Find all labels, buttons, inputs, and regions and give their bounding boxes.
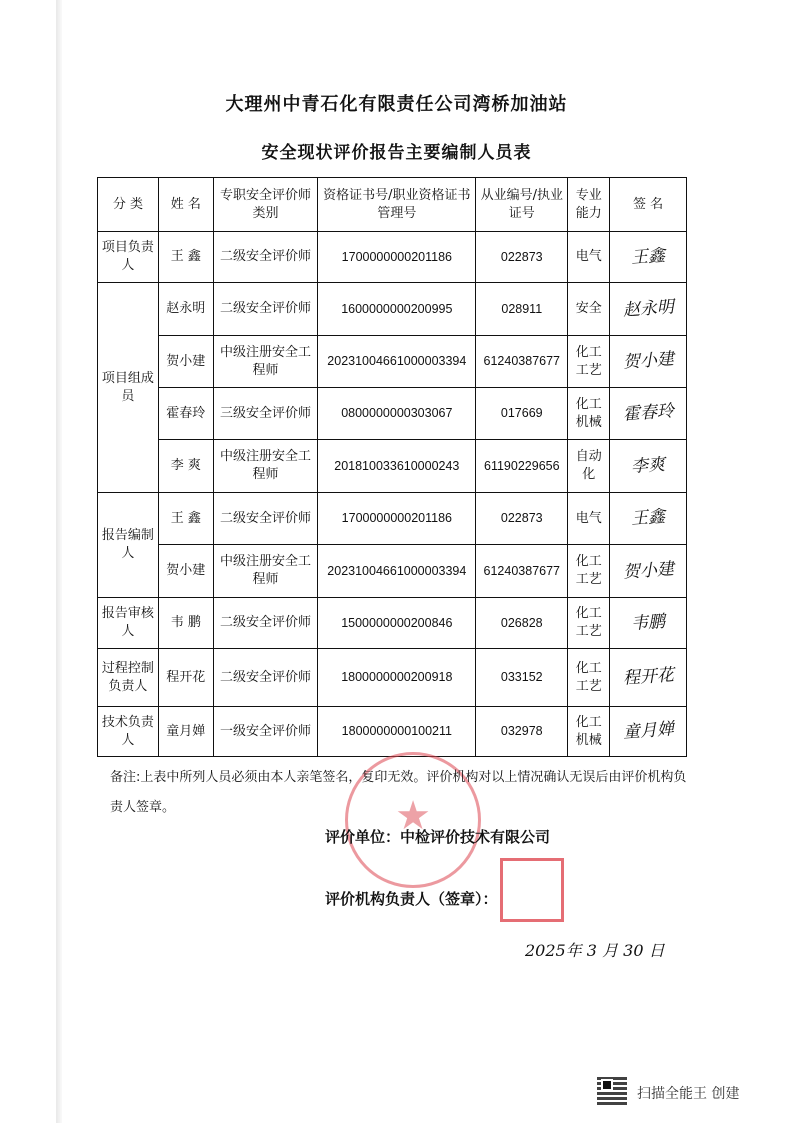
handwritten-signature: 李爽 (630, 454, 666, 477)
evaluator-level: 二级安全评价师 (213, 493, 318, 545)
cert-number: 20231004661000003394 (318, 545, 476, 598)
evaluator-level: 二级安全评价师 (213, 598, 318, 649)
scanner-watermark: 扫描全能王 创建 (637, 1086, 740, 1102)
col-header-practice: 从业编号/执业证号 (476, 178, 568, 232)
cert-number: 1800000000100211 (318, 707, 476, 757)
evaluator-level: 中级注册安全工程师 (213, 336, 318, 388)
col-header-category: 分 类 (98, 178, 159, 232)
cert-number: 1600000000200995 (318, 283, 476, 336)
table-row (98, 493, 687, 545)
evaluator-level: 二级安全评价师 (213, 649, 318, 707)
practice-number: 026828 (476, 598, 568, 649)
practice-number: 033152 (476, 649, 568, 707)
signature-cell (610, 545, 687, 598)
skill: 电气 (568, 232, 610, 283)
cert-number: 0800000000303067 (318, 388, 476, 440)
group-label: 项目组成员 (98, 283, 159, 493)
handwritten-signature: 霍春玲 (621, 401, 675, 425)
cert-number: 20231004661000003394 (318, 336, 476, 388)
person-name: 李 爽 (158, 440, 213, 493)
evaluator-level: 二级安全评价师 (213, 232, 318, 283)
handwritten-signature: 韦鹏 (630, 611, 666, 634)
person-name: 童月婵 (158, 707, 213, 757)
cert-number: 201810033610000243 (318, 440, 476, 493)
person-name: 王 鑫 (158, 232, 213, 283)
practice-number: 61190229656 (476, 440, 568, 493)
practice-number: 017669 (476, 388, 568, 440)
col-header-level: 专职安全评价师类别 (213, 178, 318, 232)
cert-number: 1700000000201186 (318, 493, 476, 545)
practice-number: 032978 (476, 707, 568, 757)
person-name: 王 鑫 (158, 493, 213, 545)
group-label: 报告审核人 (98, 598, 159, 649)
document-subtitle: 安全现状评价报告主要编制人员表 (261, 143, 532, 163)
skill: 化工机械 (568, 388, 610, 440)
group-label: 过程控制负责人 (98, 649, 159, 707)
signature-cell (610, 707, 687, 757)
col-header-cert: 资格证书号/职业资格证书管理号 (318, 178, 476, 232)
group-label: 技术负责人 (98, 707, 159, 757)
handwritten-signature: 童月婵 (621, 719, 675, 743)
col-header-skill: 专业能力 (568, 178, 610, 232)
person-name: 赵永明 (158, 283, 213, 336)
table-row (98, 283, 687, 336)
table-row (98, 598, 687, 649)
practice-number: 022873 (476, 232, 568, 283)
handwritten-signature: 王鑫 (630, 245, 666, 268)
signature-cell (610, 283, 687, 336)
practice-number: 022873 (476, 493, 568, 545)
evaluator-level: 三级安全评价师 (213, 388, 318, 440)
person-name: 贺小建 (158, 545, 213, 598)
signature-cell (610, 440, 687, 493)
practice-number: 61240387677 (476, 336, 568, 388)
table-row (98, 388, 687, 440)
skill: 化工工艺 (568, 649, 610, 707)
skill: 化工工艺 (568, 336, 610, 388)
skill: 安全 (568, 283, 610, 336)
signature-cell (610, 388, 687, 440)
handwritten-signature: 王鑫 (630, 506, 666, 530)
signature-cell (610, 598, 687, 649)
group-label: 报告编制人 (98, 493, 159, 598)
cert-number: 1500000000200846 (318, 598, 476, 649)
col-header-name: 姓 名 (158, 178, 213, 232)
skill: 化工工艺 (568, 545, 610, 598)
personal-seal-stamp (500, 858, 564, 922)
skill: 电气 (568, 493, 610, 545)
handwritten-signature: 贺小建 (621, 558, 675, 583)
practice-number: 61240387677 (476, 545, 568, 598)
responsible-person-label: 评价机构负责人（签章）： (325, 890, 498, 908)
person-name: 程开花 (158, 649, 213, 707)
evaluation-unit: 评价单位：中检评价技术有限公司 (325, 828, 551, 846)
qr-finder-icon (601, 1079, 613, 1091)
group-label: 项目负责人 (98, 232, 159, 283)
table-row (98, 545, 687, 598)
skill: 自动化 (568, 440, 610, 493)
cert-number: 1700000000201186 (318, 232, 476, 283)
document-title: 大理州中青石化有限责任公司湾桥加油站 (225, 94, 568, 115)
remark-note: 备注:上表中所列人员必须由本人亲笔签名，复印无效。评价机构对以上情况确认无误后由评价机构负责人签章。 (110, 770, 687, 815)
sign-date: 2025年 3 月 30 日 (525, 941, 665, 960)
table-row (98, 707, 687, 757)
table-row (98, 336, 687, 388)
skill: 化工机械 (568, 707, 610, 757)
evaluator-level: 中级注册安全工程师 (213, 545, 318, 598)
person-name: 霍春玲 (158, 388, 213, 440)
table-row (98, 232, 687, 283)
table-row (98, 649, 687, 707)
table-row (98, 440, 687, 493)
handwritten-signature: 赵永明 (621, 296, 675, 321)
evaluator-level: 二级安全评价师 (213, 283, 318, 336)
person-name: 韦 鹏 (158, 598, 213, 649)
staff-table (97, 177, 687, 757)
handwritten-signature: 贺小建 (621, 349, 675, 373)
person-name: 贺小建 (158, 336, 213, 388)
table-header-row (98, 178, 687, 232)
signature-cell (610, 649, 687, 707)
cert-number: 1800000000200918 (318, 649, 476, 707)
practice-number: 028911 (476, 283, 568, 336)
evaluator-level: 中级注册安全工程师 (213, 440, 318, 493)
skill: 化工工艺 (568, 598, 610, 649)
handwritten-signature: 程开花 (621, 665, 675, 689)
signature-cell (610, 232, 687, 283)
scan-edge (56, 0, 62, 1123)
signature-cell (610, 493, 687, 545)
evaluator-level: 一级安全评价师 (213, 707, 318, 757)
signature-cell (610, 336, 687, 388)
col-header-signature: 签 名 (610, 178, 687, 232)
seal-star-icon: ★ (395, 793, 431, 839)
